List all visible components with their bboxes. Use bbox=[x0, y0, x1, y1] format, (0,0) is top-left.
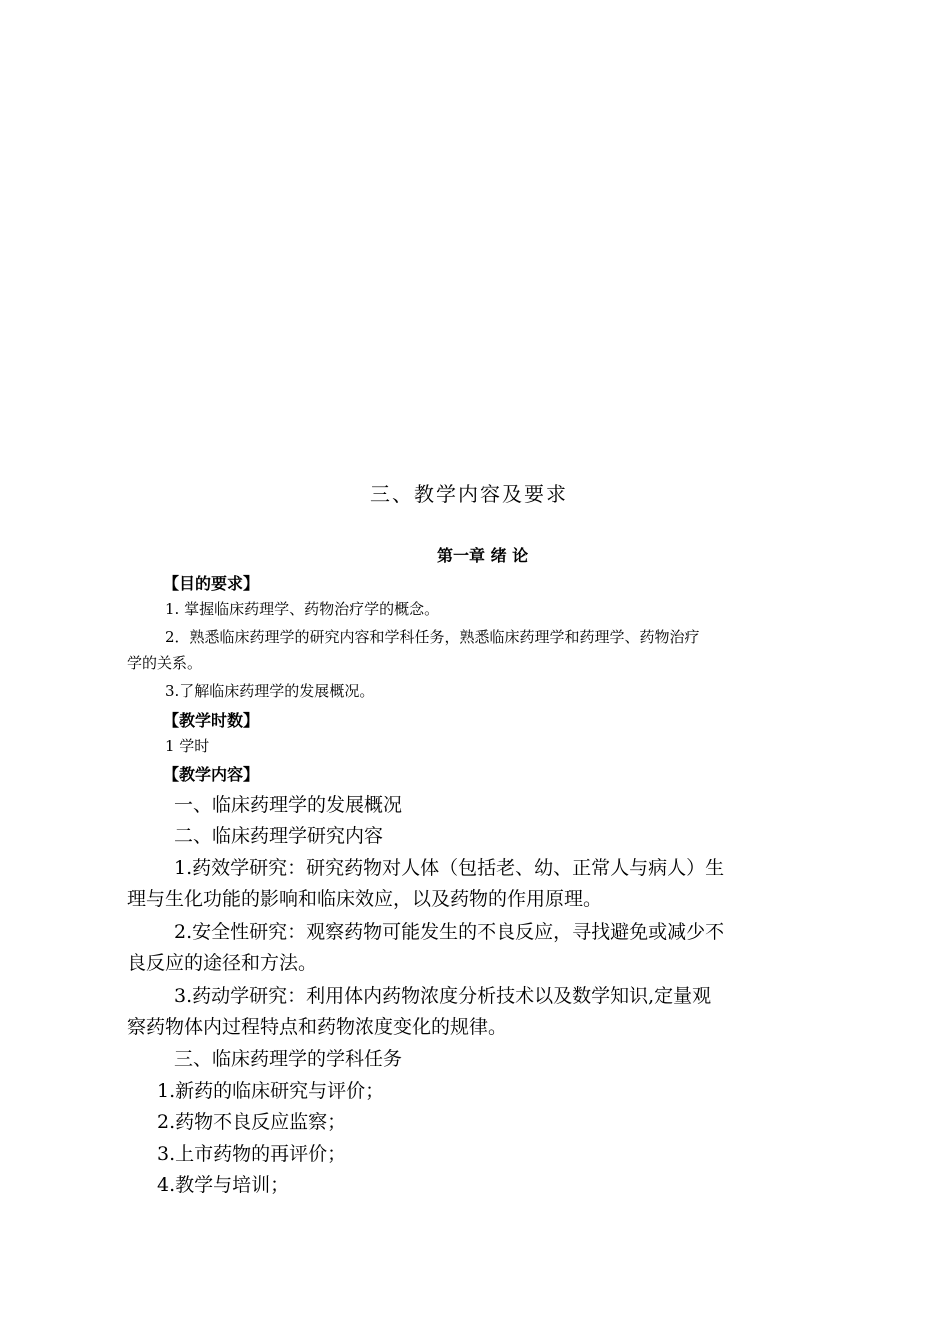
objective-item-1: 1. 掌握临床药理学、药物治疗学的概念。 bbox=[165, 600, 440, 618]
task-item-4: 4.教学与培训； bbox=[157, 1174, 290, 1196]
section-title: 三、教学内容及要求 bbox=[370, 482, 568, 506]
hours-label: 【教学时数】 bbox=[163, 711, 260, 730]
research-item-2-line-1: 2.安全性研究：观察药物可能发生的不良反应，寻找避免或减少不 bbox=[174, 921, 725, 943]
chapter-title: 第一章 绪 论 bbox=[437, 546, 529, 565]
objective-item-2-line-1: 2．熟悉临床药理学的研究内容和学科任务，熟悉临床药理学和药理学、药物治疗 bbox=[165, 628, 700, 646]
content-part-2: 二、临床药理学研究内容 bbox=[174, 825, 384, 847]
research-item-1-line-2: 理与生化功能的影响和临床效应，以及药物的作用原理。 bbox=[127, 888, 603, 910]
research-item-3-line-2: 察药物体内过程特点和药物浓度变化的规律。 bbox=[127, 1016, 508, 1038]
objective-item-3: 3.了解临床药理学的发展概况。 bbox=[165, 682, 375, 700]
objectives-label: 【目的要求】 bbox=[163, 574, 260, 593]
task-item-3: 3.上市药物的再评价； bbox=[157, 1143, 347, 1165]
research-item-3-line-1: 3.药动学研究：利用体内药物浓度分析技术以及数学知识,定量观 bbox=[174, 985, 712, 1007]
task-item-2: 2.药物不良反应监察； bbox=[157, 1111, 347, 1133]
research-item-2-line-2: 良反应的途径和方法。 bbox=[127, 952, 318, 974]
hours-value: 1 学时 bbox=[165, 737, 210, 755]
task-item-1: 1.新药的临床研究与评价； bbox=[157, 1080, 385, 1102]
content-part-1: 一、临床药理学的发展概况 bbox=[174, 794, 403, 816]
objective-item-2-line-2: 学的关系。 bbox=[127, 654, 203, 672]
content-part-3: 三、临床药理学的学科任务 bbox=[174, 1048, 403, 1070]
research-item-1-line-1: 1.药效学研究：研究药物对人体（包括老、幼、正常人与病人）生 bbox=[174, 857, 725, 879]
content-label: 【教学内容】 bbox=[163, 765, 260, 784]
